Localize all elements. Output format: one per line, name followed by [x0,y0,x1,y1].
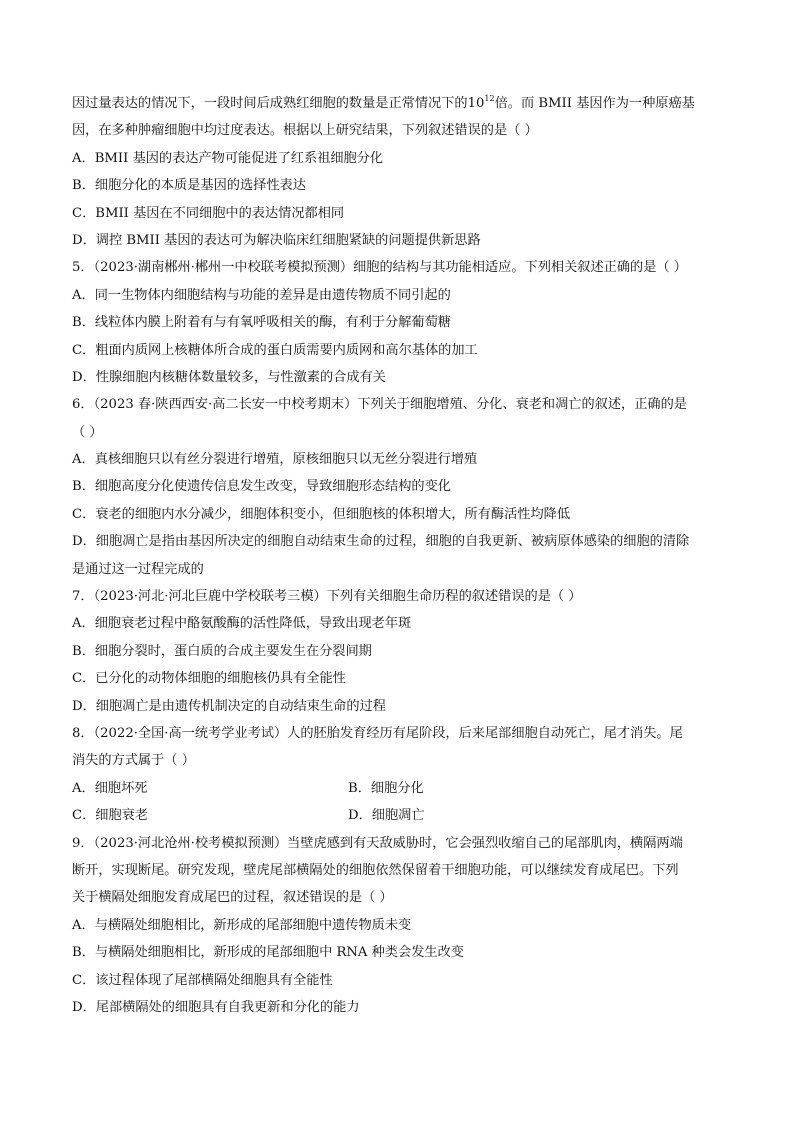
q8-options-row-2 [72,802,726,829]
q8-option-c: C．细胞衰老 [72,808,149,824]
q5-stem: 5．（2023·湖南郴州·郴州一中校联考模拟预测）细胞的结构与其功能相适应。下列相关叙述正确的是（ ） [72,260,687,276]
q6-option-c: C．衰老的细胞内水分减少，细胞体积变小，但细胞核的体积增大，所有酶活性均降低 [72,506,571,522]
q7-option-a: A．细胞衰老过程中酪氨酸酶的活性降低，导致出现老年斑 [72,616,412,632]
intro-option-b: B．细胞分化的本质是基因的选择性表达 [72,178,306,194]
q5-option-a: A．同一生物体内细胞结构与功能的差异是由遗传物质不同引起的 [72,287,451,303]
q8-stem-line-2: 消失的方式属于（ ） [72,753,195,769]
intro-line-2: 因，在多种肿瘤细胞中均过度表达。根据以上研究结果，下列叙述错误的是（ ） [72,123,538,139]
intro-option-d: D．调控 BMII 基因的表达可为解决临床红细胞紧缺的问题提供新思路 [72,232,481,248]
q9-option-b: B．与横隔处细胞相比，新形成的尾部细胞中 RNA 种类会发生改变 [72,945,464,961]
intro-line-1: 因过量表达的情况下，一段时间后成熟红细胞的数量是正常情况下的$10^{12}$倍。而 BMII 基因作为一种原癌基 [72,94,695,111]
exponent: 12 [484,94,495,103]
q7-stem: 7．（2023·河北·河北巨鹿中学校联考三模）下列有关细胞生命历程的叙述错误的是（ ） [72,589,582,605]
q7-option-c: C．已分化的动物体细胞的细胞核仍具有全能性 [72,671,346,687]
q8-options-row-1 [72,775,726,802]
q5-option-c: C．粗面内质网上核糖体所合成的蛋白质需要内质网和高尔基体的加工 [72,342,478,358]
q8-option-d: D．细胞凋亡 [348,808,425,824]
intro-option-a: A．BMII 基因的表达产物可能促进了红系祖细胞分化 [72,150,384,166]
q6-stem-line-1: 6．（2023 春·陕西西安·高二长安一中校考期末）下列关于细胞增殖、分化、衰老和凋亡的叙述，正确的是 [72,397,687,413]
q7-option-b: B．细胞分裂时，蛋白质的合成主要发生在分裂间期 [72,643,372,659]
q6-option-d-line-2: 是通过这一过程完成的 [72,561,204,577]
q9-option-c: C．该过程体现了尾部横隔处细胞具有全能性 [72,972,333,988]
q9-stem-line-1: 9．（2023·河北沧州·校考模拟预测）当壁虎感到有天敌威胁时，它会强烈收缩自己的尾部肌肉，横隔两端 [72,835,683,851]
q9-stem-line-2: 断开，实现断尾。研究发现，壁虎尾部横隔处的细胞依然保留着干细胞功能，可以继续发育成尾巴。下列 [72,862,679,878]
q8-option-b: B．细胞分化 [348,780,424,796]
q5-option-b: B．线粒体内膜上附着有与有氧呼吸相关的酶，有利于分解葡萄糖 [72,315,451,331]
q8-option-a: A．细胞坏死 [72,780,148,796]
q9-stem-line-3: 关于横隔处细胞发育成尾巴的过程，叙述错误的是（ ） [72,890,393,906]
q5-option-d: D．性腺细胞内核糖体数量较多，与性激素的合成有关 [72,369,386,385]
q9-option-d: D．尾部横隔处的细胞具有自我更新和分化的能力 [72,999,360,1015]
q6-option-b: B．细胞高度分化使遗传信息发生改变，导致细胞形态结构的变化 [72,479,451,495]
q8-stem-line-1: 8．（2022·全国·高一统考学业考试）人的胚胎发育经历有尾阶段，后来尾部细胞自动死亡，尾才消失。尾 [72,725,683,741]
q6-option-d-line-1: D．细胞凋亡是指由基因所决定的细胞自动结束生命的过程，细胞的自我更新、被病原体感染的细胞的清除 [72,534,690,550]
q6-stem-line-2: （ ） [72,424,103,440]
q7-option-d: D．细胞凋亡是由遗传机制决定的自动结束生命的过程 [72,698,386,714]
intro-option-c: C．BMII 基因在不同细胞中的表达情况都相同 [72,205,345,221]
q6-option-a: A．真核细胞只以有丝分裂进行增殖，原核细胞只以无丝分裂进行增殖 [72,452,478,468]
page-content [72,90,726,1021]
q9-option-a: A．与横隔处细胞相比，新形成的尾部细胞中遗传物质未变 [72,917,412,933]
